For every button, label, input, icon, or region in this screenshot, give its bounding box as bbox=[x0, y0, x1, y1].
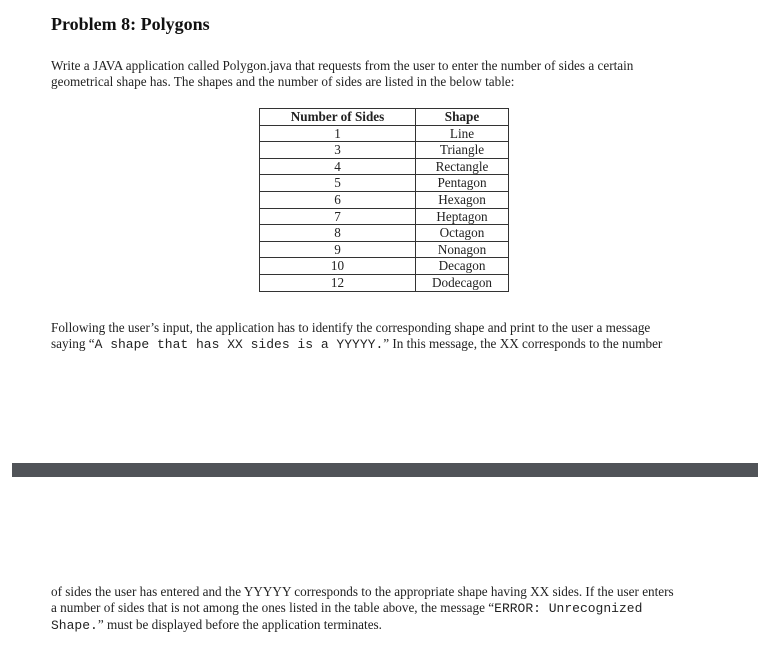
shape-cell: Nonagon bbox=[416, 241, 509, 258]
error-code-part-1: ERROR: Unrecognized bbox=[494, 601, 643, 616]
error-paragraph bbox=[51, 584, 731, 634]
error-code-part-2: Shape. bbox=[51, 618, 98, 633]
sides-cell: 4 bbox=[260, 158, 416, 175]
shape-cell: Octagon bbox=[416, 225, 509, 242]
shape-cell: Pentagon bbox=[416, 175, 509, 192]
saying-text: saying “ bbox=[51, 336, 95, 351]
error-line-3-suffix: ” must be displayed before the application terminates. bbox=[97, 617, 382, 632]
table-row bbox=[260, 125, 509, 142]
message-code: A shape that has XX sides is a YYYYY. bbox=[94, 337, 384, 352]
sides-cell: 5 bbox=[260, 175, 416, 192]
sides-cell: 9 bbox=[260, 241, 416, 258]
after-code-text: ” In this message, the XX corresponds to the number bbox=[383, 336, 663, 351]
output-paragraph bbox=[51, 320, 731, 353]
sides-cell: 3 bbox=[260, 142, 416, 159]
intro-paragraph bbox=[51, 58, 731, 90]
sides-cell: 6 bbox=[260, 191, 416, 208]
shape-cell: Decagon bbox=[416, 258, 509, 275]
shape-cell: Hexagon bbox=[416, 191, 509, 208]
error-line-2-prefix: a number of sides that is not among the ones listed in the table above, the message “ bbox=[51, 600, 495, 615]
table-row bbox=[260, 158, 509, 175]
header-shape: Shape bbox=[416, 109, 509, 126]
table-row bbox=[260, 191, 509, 208]
table-row bbox=[260, 208, 509, 225]
shape-cell: Rectangle bbox=[416, 158, 509, 175]
header-number-of-sides: Number of Sides bbox=[260, 109, 416, 126]
output-line-1: Following the user’s input, the application has to identify the corresponding shape and print to the user a message bbox=[51, 320, 651, 335]
sides-cell: 1 bbox=[260, 125, 416, 142]
shape-cell: Line bbox=[416, 125, 509, 142]
shape-cell: Triangle bbox=[416, 142, 509, 159]
table-row bbox=[260, 142, 509, 159]
problem-title: Problem 8: Polygons bbox=[51, 14, 210, 34]
page-divider-bar bbox=[12, 463, 758, 477]
table-row bbox=[260, 241, 509, 258]
table-row bbox=[260, 274, 509, 291]
shape-cell: Dodecagon bbox=[416, 274, 509, 291]
table-row bbox=[260, 175, 509, 192]
table-header-row bbox=[260, 109, 509, 126]
shapes-table bbox=[259, 108, 509, 292]
sides-cell: 7 bbox=[260, 208, 416, 225]
table-row bbox=[260, 225, 509, 242]
intro-line-2: geometrical shape has. The shapes and the number of sides are listed in the below table: bbox=[51, 74, 515, 89]
shape-cell: Heptagon bbox=[416, 208, 509, 225]
sides-cell: 12 bbox=[260, 274, 416, 291]
sides-cell: 8 bbox=[260, 225, 416, 242]
table-row bbox=[260, 258, 509, 275]
sides-cell: 10 bbox=[260, 258, 416, 275]
error-line-1: of sides the user has entered and the YYYYY corresponds to the appropriate shape having XX sides. If the user enters bbox=[51, 584, 674, 599]
intro-line-1: Write a JAVA application called Polygon.java that requests from the user to enter the number of sides a certain bbox=[51, 58, 634, 73]
